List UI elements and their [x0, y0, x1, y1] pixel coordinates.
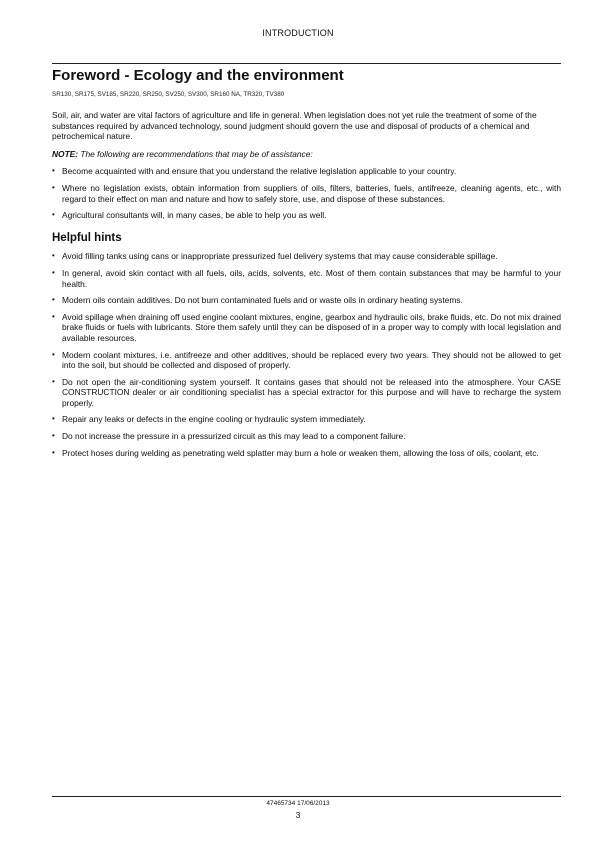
- intro-paragraph: Soil, air, and water are vital factors of agriculture and life in general. When legislation does not yet rule the treatment of some of the substances required by advanced technology, sound judgment should govern the use and disposal of products of a chemical and petrochemical nature.: [52, 110, 537, 142]
- recommendations-list: [52, 166, 561, 220]
- note-text: The following are recommendations that may be of assistance:: [78, 148, 313, 159]
- page-title: Foreword - Ecology and the environment: [52, 67, 344, 84]
- list-item: • Modern coolant mixtures, i.e. antifreeze and other additives, should be replaced every two years. They should not be allowed to get into the soil, but should be collected and disposed of properly.: [52, 350, 561, 371]
- list-item: • Protect hoses during welding as penetrating weld splatter may burn a hole or weaken them, allowing the loss of oils, coolant, etc.: [52, 448, 561, 459]
- running-header: INTRODUCTION: [262, 28, 334, 38]
- document-code: 47465734 17/06/2013: [266, 800, 330, 807]
- list-item: • Modern oils contain additives. Do not burn contaminated fuels and or waste oils in ordinary heating systems.: [52, 295, 561, 306]
- list-item: • Where no legislation exists, obtain information from suppliers of oils, filters, batteries, fuels, antifreeze, cleaning agents, etc., with regard to their effect on man and nature and how to safely store, use, and dispose of these substances.: [52, 183, 561, 204]
- helpful-hints-list: [52, 251, 561, 458]
- list-item: • Do not increase the pressure in a pressurized circuit as this may lead to a component failure.: [52, 431, 561, 442]
- list-item: • Repair any leaks or defects in the engine cooling or hydraulic system immediately.: [52, 414, 561, 425]
- list-item: • Avoid spillage when draining off used engine coolant mixtures, engine, gearbox and hydraulic oils, brake fluids, etc. Do not mix drained brake fluids or fuels with lubricants. Store them safely until they can be disposed of in a proper way to comply with local legislation and available resources.: [52, 312, 561, 344]
- list-item: • Do not open the air-conditioning system yourself. It contains gases that should not be released into the atmosphere. Your CASE CONSTRUCTION dealer or air conditioning specialist has a special extractor for this purpose and will have to recharge the system properly.: [52, 377, 561, 409]
- list-item: • In general, avoid skin contact with all fuels, oils, acids, solvents, etc. Most of them contain substances that may be harmful to your health.: [52, 268, 561, 289]
- model-list: SR130, SR175, SV185, SR220, SR250, SV250, SV300, SR160 NA, TR320, TV380: [52, 91, 285, 98]
- list-item: • Become acquainted with and ensure that you understand the relative legislation applicable to your country.: [52, 166, 561, 177]
- section-heading-helpful-hints: Helpful hints: [52, 231, 122, 244]
- header-rule: [52, 63, 561, 64]
- footer-rule: [52, 796, 561, 797]
- note-label: NOTE:: [52, 148, 79, 159]
- main-content: [52, 110, 561, 464]
- note: [52, 149, 561, 160]
- page-number: 3: [295, 810, 301, 820]
- list-item: • Avoid filling tanks using cans or inappropriate pressurized fuel delivery systems that may cause considerable spillage.: [52, 251, 561, 262]
- list-item: • Agricultural consultants will, in many cases, be able to help you as well.: [52, 210, 561, 221]
